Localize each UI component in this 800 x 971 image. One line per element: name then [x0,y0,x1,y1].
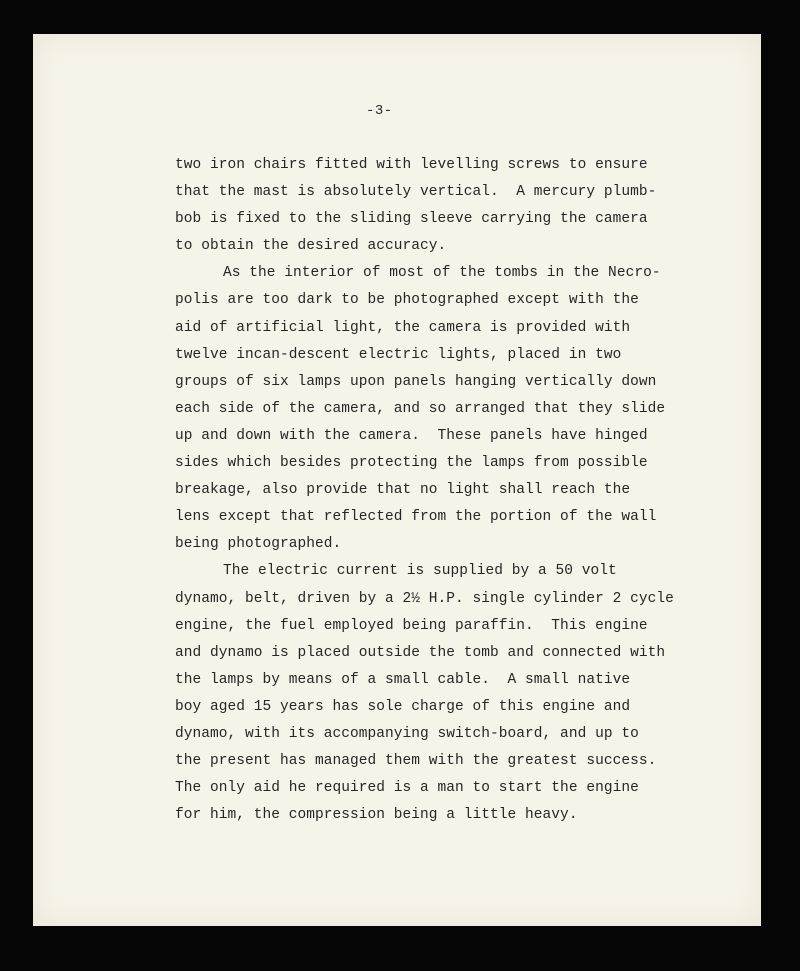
text-line: and dynamo is placed outside the tomb and connected with [175,644,666,661]
text-line: that the mast is absolutely vertical. A mercury plumb- [175,184,657,201]
text-line: boy aged 15 years has sole charge of this engine and [175,698,631,715]
text-line: twelve incan-descent electric lights, placed in two [175,346,622,363]
text-line: lens except that reflected from the portion of the wall [175,509,657,526]
page-number: -3- [366,103,393,119]
text-line: polis are too dark to be photographed except with the [175,292,639,309]
text-line: for him, the compression being a little heavy. [175,807,578,824]
text-line: to obtain the desired accuracy. [175,238,447,255]
body-text [175,152,705,829]
text-line: bob is fixed to the sliding sleeve carrying the camera [175,211,648,228]
text-line: sides which besides protecting the lamps from possible [175,455,648,472]
text-line: As the interior of most of the tombs in the Necro- [223,265,661,282]
text-line: groups of six lamps upon panels hanging vertically down [175,373,657,390]
text-line: The electric current is supplied by a 50 volt [223,563,617,580]
text-line: dynamo, belt, driven by a 2½ H.P. single cylinder 2 cycle [175,590,674,607]
text-line: up and down with the camera. These panels have hinged [175,427,648,444]
text-line: dynamo, with its accompanying switch-board, and up to [175,725,639,742]
text-line: aid of artificial light, the camera is provided with [175,319,631,336]
text-line: two iron chairs fitted with levelling screws to ensure [175,157,648,173]
text-line: the present has managed them with the greatest success. [175,753,657,770]
text-line: being photographed. [175,536,342,553]
text-line: breakage, also provide that no light shall reach the [175,482,631,499]
text-line: engine, the fuel employed being paraffin. This engine [175,617,648,634]
text-line: The only aid he required is a man to start the engine [175,780,639,797]
text-line: the lamps by means of a small cable. A small native [175,671,631,688]
text-line: each side of the camera, and so arranged that they slide [175,400,666,417]
